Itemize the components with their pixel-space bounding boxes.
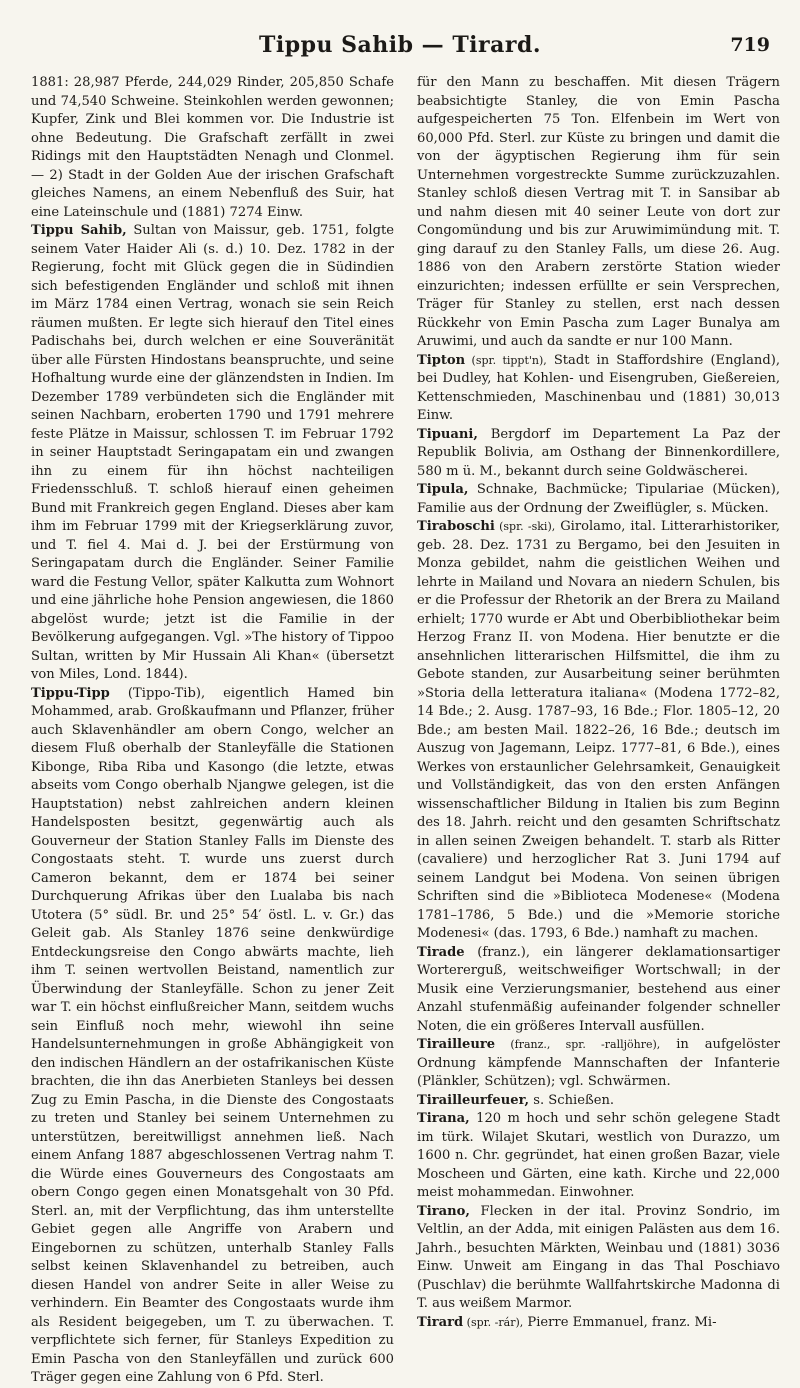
entry-tippu-sahib bbox=[31, 222, 394, 685]
entry-tirana bbox=[417, 1110, 780, 1203]
entry-text: Sultan von Maissur, geb. 1751, folgte seinem Vater Haider Ali (s. d.) 10. Dez. 1782 in der Regierung, focht mit Glück gegen die in Südindien sich befestigenden Engländer und schloß mit ihnen im März 1784 einen Vertrag, wonach sie sein Reich räumen mußten. Er legte sich hierauf den Titel eines Padischahs bei, durch welchen er eine Souveränität über alle Fürsten Hindostans beanspruchte, und seine Hofhaltung wurde eine der glänzendsten in Indien. Im Dezember 1789 verbündeten sich die Engländer mit seinen Nachbarn, eroberten 1790 und 1791 mehrere feste Plätze in Maissur, schlossen T. im Februar 1792 in seiner Hauptstadt Seringapatam ein und zwangen ihn zu einem für ihn höchst nachteiligen Friedensschluß. T. schloß hierauf einen geheimen Bund mit Frankreich gegen England. Dieses aber kam ihm im Februar 1799 mit der Kriegserklärung zuvor, und T. fiel 4. Mai d. J. bei der Erstürmung von Seringapatam durch die Engländer. Seiner Familie ward die Festung Vellor, später Kalkutta zum Wohnort und eine jährliche hohe Pension angewiesen, die 1860 abgelöst wurde; jetzt ist die Familie in der Bevölkerung aufgegangen. Vgl. »The history of Tippoo Sultan, written by Mir Hussain Ali Khan« (übersetzt von Miles, Lond. 1844). bbox=[31, 223, 394, 682]
left-column bbox=[31, 74, 394, 1385]
entry-tipuani bbox=[417, 426, 780, 482]
entry-lemma: Tirard bbox=[417, 1314, 464, 1330]
entry-text: (franz.), ein längerer deklamationsartiger Wortererguß, weitschweifiger Wortschwall; in der Musik eine Verzierungsmanier, bestehend aus einer Anzahl stufenmäßig aufeinander folgender schneller Noten, die ein größeres Intervall ausfüllen. bbox=[417, 944, 780, 1034]
right-column bbox=[417, 74, 781, 1330]
entry-pronunciation: (spr. tippt'n), bbox=[465, 353, 547, 367]
entry-tipula bbox=[417, 481, 780, 518]
entry-text: in aufgelöster Ordnung kämpfende Mannschaften der Infanterie (Plänkler, Schützen); vgl. Schwärmen. bbox=[417, 1037, 780, 1089]
entry-text: s. Schießen. bbox=[529, 1092, 615, 1108]
entry-text: Pierre Emmanuel, franz. Mi- bbox=[523, 1314, 717, 1330]
entry-lemma: Tirailleure bbox=[417, 1037, 496, 1052]
entry-lemma: Tiraboschi bbox=[417, 519, 495, 534]
entry-lemma: Tipuani, bbox=[417, 426, 478, 442]
entry-lemma: Tippu-Tipp bbox=[31, 685, 110, 701]
entry-lemma: Tirade bbox=[417, 944, 465, 960]
page-header bbox=[0, 26, 800, 62]
entry-lemma: Tippu Sahib, bbox=[31, 223, 127, 238]
entry-text: (Tippo-Tib), eigentlich Hamed bin Mohammed, arab. Großkaufmann und Pflanzer, früher auch Sklavenhändler am obern Congo, welcher an diesem Fluß oberhalb der Stanleyfälle die Stationen Kibonge, Riba Riba und Kasongo (die letzte, etwas abseits vom Congo oberhalb Njangwe gelegen, ist die Hauptstation) nebst zahlreichen andern kleinen Handelsposten besitzt, gegenwärtig auch als Gouverneur der Station Stanley Falls im Dienste des Congostaats steht. T. wurde uns zuerst durch Cameron bekannt, dem er 1874 bei seiner Durchquerung Afrikas über den Lualaba bis nach Utotera (5° südl. Br. und 25° 54′ östl. L. v. Gr.) das Geleit gab. Als Stanley 1876 seine denkwürdige Entdeckungsreise den Congo abwärts machte, lieh ihm T. seinen wertvollen Beistand, namentlich zur Überwindung der Stanleyfälle. Schon zu jener Zeit war T. ein höchst einflußreicher Mann, seitdem wuchs sein Einfluß noch mehr, wiewohl ihn seine Handelsunternehmungen in große Abhängigkeit von den indischen Händlern an der ostafrikanischen Küste brachten, die ihn das Anerbieten Stanleys bei dessen Zug zu Emin Pascha, in die Dienste des Congostaats zu treten und Stanley bei seinem Unternehmen zu unterstützen, bereitwilligst annehmen ließ. Nach einem Anfang 1887 abgeschlossenen Vertrag nahm T. die Würde eines Gouverneurs des Congostaats am obern Congo gegen einen Monatsgehalt von 30 Pfd. Sterl. an, mit der Verpflichtung, das ihm unterstellte Gebiet gegen alle Angriffe von Arabern und Eingebornen zu schützen, unterhalb Stanley Falls selbst keinen Sklavenhandel zu betreiben, auch diesen Handel von andrer Seite in aller Weise zu verhindern. Ein Beamter des Congostaats wurde ihm als Resident beigegeben, um T. zu überwachen. T. verpflichtete sich ferner, für Stanleys Expedition zu Emin Pascha von den Stanleyfällen und zurück 600 Träger gegen eine Zahlung von 6 Pfd. Sterl. bbox=[31, 685, 394, 1385]
entry-tirade bbox=[417, 944, 780, 1037]
page-number: 719 bbox=[730, 34, 770, 56]
entry-text: Bergdorf im Departement La Paz der Republik Bolivia, am Osthang der Binnenkordillere, 580 m ü. M., bekannt durch seine Goldwäscherei. bbox=[417, 426, 780, 479]
entry-text: 120 m hoch und sehr schön gelegene Stadt im türk. Wilajet Skutari, westlich von Durazzo, um 1600 n. Chr. gegründet, hat einen großen Bazar, viele Moscheen und Gärten, eine kath. Kirche und 22,000 meist mohammedan. Einwohner. bbox=[417, 1111, 780, 1200]
entry-lemma: Tirano, bbox=[417, 1203, 470, 1219]
entry-tippu-tipp bbox=[31, 685, 394, 1388]
entry-tirailleurfeuer bbox=[417, 1092, 780, 1111]
entry-text: für den Mann zu beschaffen. Mit diesen Trägern beabsichtigte Stanley, die von Emin Pascha aufgespeicherten 75 Ton. Elfenbein im Wert von 60,000 Pfd. Sterl. zur Küste zu bringen und damit die von der ägyptischen Regierung ihm für sein Unternehmen vorgestreckte Summe zurückzuzahlen. Stanley schloß diesen Vertrag mit T. in Sansibar ab und nahm diesen mit 40 seiner Leute von dort zur Congomündung und bis zur Aruwimimündung mit. T. ging darauf zu den Stanley Falls, um diese 26. Aug. 1886 von den Arabern zerstörte Station wieder einzurichten; indessen erfüllte er sein Versprechen, Träger für Stanley zu stellen, erst nach dessen Rückkehr von Emin Pascha zum Lager Bunalya am Aruwimi, und auch da sandte er nur 100 Mann. bbox=[417, 75, 780, 349]
entry-tirano bbox=[417, 1203, 780, 1314]
entry-tipton bbox=[417, 352, 780, 426]
entry-pronunciation: (spr. -ski), bbox=[494, 520, 556, 533]
entry-pronunciation: (franz., spr. -ralljöhre), bbox=[495, 1038, 661, 1051]
entry-lemma: Tipula, bbox=[417, 482, 469, 497]
entry-continuation bbox=[417, 74, 780, 352]
entry-lemma: Tipton bbox=[417, 352, 466, 368]
entry-tirailleure bbox=[417, 1036, 780, 1092]
entry-lemma: Tirailleurfeuer, bbox=[417, 1092, 530, 1108]
entry-text: Stadt in Staffordshire (England), bei Dudley, hat Kohlen- und Eisengruben, Gießereien, Kettenschmieden, Maschinenbau und (1881) 30,013 Einw. bbox=[417, 352, 781, 423]
entry-tiraboschi bbox=[417, 518, 780, 944]
entry-text: Flecken in der ital. Provinz Sondrio, im Veltlin, an der Adda, mit einigen Palästen aus dem 16. Jahrh., besuchten Märkten, Weinbau und (1881) 3036 Einw. Unweit am Eingang in das Thal Poschiavo (Puschlav) die berühmte Wallfahrtskirche Madonna di T. aus weißem Marmor. bbox=[417, 1203, 780, 1311]
entry-text: Girolamo, ital. Litterarhistoriker, geb. 28. Dez. 1731 zu Bergamo, bei den Jesuiten in Monza gebildet, nahm die geistlichen Weihen und lehrte in Mailand und Novara an niedern Schulen, bis er die Professur der Rhetorik an der Brera zu Mailand erhielt; 1770 wurde er Abt und Oberbibliothekar beim Herzog Franz II. von Modena. Hier benutzte er die ansehnlichen litterarischen Hilfsmittel, die ihm zu Gebote standen, zur Ausarbeitung seiner berühmten »Storia della letteratura italiana« (Modena 1772–82, 14 Bde.; 2. Ausg. 1787–93, 16 Bde.; Flor. 1805–12, 20 Bde.; am besten Mail. 1822–26, 16 Bde.; deutsch im Auszug von Jagemann, Leipz. 1777–81, 6 Bde.), eines Werkes von erstaunlicher Gelehrsamkeit, Genauigkeit und Vollständigkeit, das von den ersten Anfängen wissenschaftlicher Bildung in Italien bis zum Beginn des 18. Jahrh. reicht und den gesamten Schriftschatz in allen seinen Zweigen behandelt. T. starb als Ritter (cavaliere) und herzoglicher Rat 3. Juni 1794 auf seinem Landgut bei Modena. Von seinen übrigen Schriften sind die »Biblioteca Modenese« (Modena 1781–1786, 5 Bde.) und die »Memorie storiche Modenesi« (das. 1793, 6 Bde.) namhaft zu machen. bbox=[417, 519, 780, 941]
entry-continuation bbox=[31, 74, 394, 222]
entry-lemma: Tirana, bbox=[417, 1111, 470, 1126]
running-head: Tippu Sahib — Tirard. bbox=[258, 32, 542, 58]
entry-text: 1881: 28,987 Pferde, 244,029 Rinder, 205,850 Schafe und 74,540 Schweine. Steinkohlen werden gewonnen; Kupfer, Zink und Blei kommen vor. Die Industrie ist ohne Bedeutung. Die Grafschaft zerfällt in zwei Ridings mit den Hauptstädten Nenagh und Clonmel. — 2) Stadt in der Golden Aue der irischen Grafschaft gleiches Namens, an einem Nebenfluß des Suir, hat eine Lateinschule und (1881) 7274 Einw. bbox=[31, 75, 394, 220]
entry-tirard bbox=[417, 1314, 780, 1333]
entry-text: Schnake, Bachmücke; Tipulariae (Mücken), Familie aus der Ordnung der Zweiflügler, s. Mücken. bbox=[417, 482, 780, 516]
entry-pronunciation: (spr. -rár), bbox=[463, 1315, 524, 1329]
